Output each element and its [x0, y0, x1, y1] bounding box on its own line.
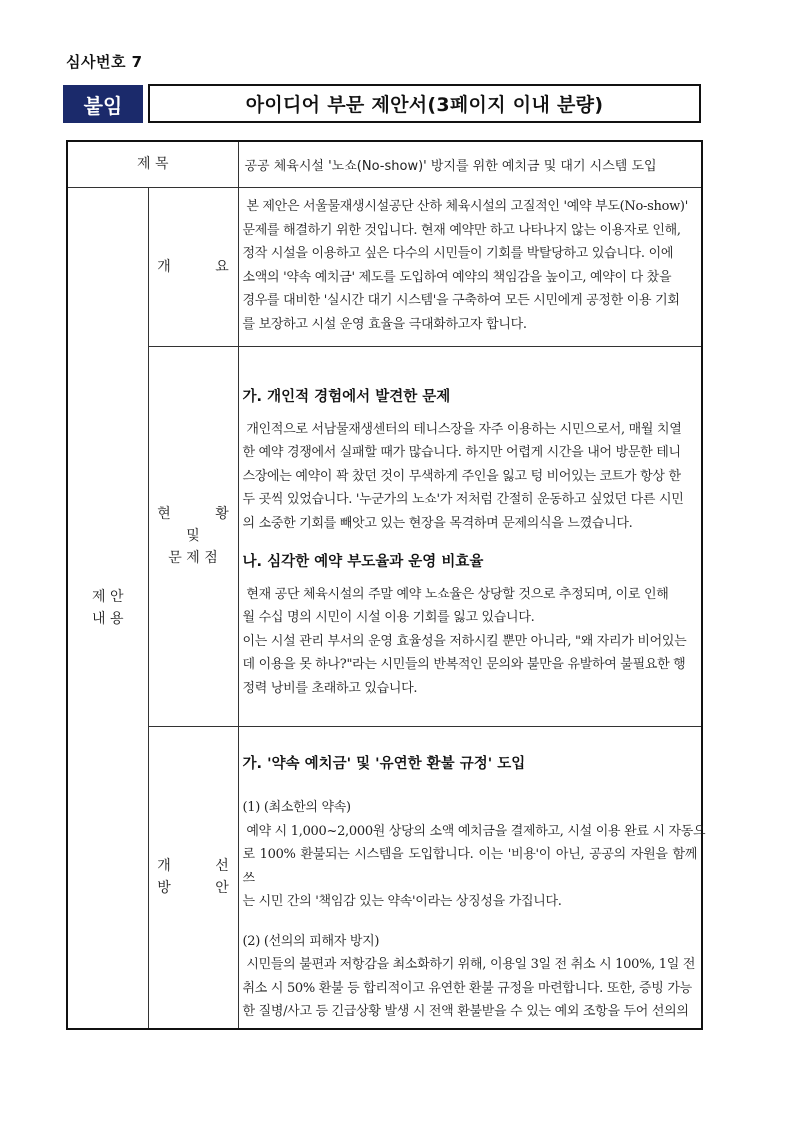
- content-label: [67, 187, 148, 1029]
- problems-label-line2: 및: [186, 528, 200, 544]
- improvement-item2-title: (2) (선의의 피해자 방지): [242, 933, 380, 949]
- problems-line: 두 곳씩 있었습니다. '누군가의 노쇼'가 저처럼 간절히 운동하고 싶었던 다른 시민: [242, 492, 684, 507]
- problems-heading-2: 나. 심각한 예약 부도율과 운영 비효율: [242, 554, 484, 570]
- improvement-label-line2: 방 안: [157, 880, 229, 896]
- improvement-line: 예약 시 1,000~2,000원 상당의 소액 예치금을 결제하고, 시설 이용 완료 시 자동으: [242, 823, 706, 839]
- problems-line: 데 이용을 못 하나?"라는 시민들의 반복적인 문의와 불만을 유발하여 불필요한 행: [242, 657, 686, 672]
- overview-line: 를 보장하고 시설 운영 효율을 극대화하고자 합니다.: [242, 316, 527, 332]
- content-label-line2: 내 용: [92, 610, 124, 627]
- overview-label: 개 요: [148, 187, 238, 346]
- problems-heading-1: 가. 개인적 경험에서 발견한 문제: [242, 389, 451, 405]
- improvement-line: 로 100% 환불되는 시스템을 도입합니다. 이는 '비용'이 아닌, 공공의 자원을 함께 쓰: [242, 847, 697, 886]
- problems-line: 한 예약 경쟁에서 실패할 때가 많습니다. 하지만 어렵게 시간을 내어 방문한 테니: [242, 445, 681, 460]
- improvement-label-line1: 개 선: [157, 858, 229, 874]
- improvement-body: [238, 726, 706, 1029]
- improvement-row: [67, 726, 702, 1029]
- attachment-badge: 붙임: [63, 85, 143, 123]
- improvement-line: 한 질병/사고 등 긴급상황 발생 시 전액 환불받을 수 있는 예외 조항을 두어 선의의: [242, 1004, 689, 1019]
- overview-row: [67, 187, 702, 346]
- problems-line: 현재 공단 체육시설의 주말 예약 노쇼율은 상당할 것으로 추정되며, 이로 인해: [242, 586, 669, 602]
- overview-line: 본 제안은 서울물재생시설공단 산하 체육시설의 고질적인 '예약 부도(No-show)': [242, 199, 688, 214]
- overview-body: [238, 187, 702, 346]
- problems-label: [148, 346, 238, 726]
- subject-value: 공공 체육시설 '노쇼(No-show)' 방지를 위한 예치금 및 대기 시스템 도입: [238, 141, 702, 187]
- overview-line: 문제를 해결하기 위한 것입니다. 현재 예약만 하고 나타나지 않는 이용자로 인해,: [242, 222, 681, 238]
- problems-row: [67, 346, 702, 726]
- problems-line: 개인적으로 서남물재생센터의 테니스장을 자주 이용하는 시민으로서, 매월 치열: [242, 421, 682, 437]
- subject-label: 제 목: [67, 141, 238, 187]
- problems-line: 정력 낭비를 초래하고 있습니다.: [242, 680, 418, 696]
- improvement-heading: 가. '약속 예치금' 및 '유연한 환불 규정' 도입: [242, 755, 526, 772]
- overview-line: 소액의 '약속 예치금' 제도를 도입하여 예약의 책임감을 높이고, 예약이 다 찼을: [242, 269, 672, 285]
- improvement-label: [148, 726, 238, 1029]
- document-title: 아이디어 부문 제안서(3페이지 이내 분량): [148, 84, 701, 123]
- problems-line: 스장에는 예약이 꽉 찼던 것이 무색하게 주인을 잃고 텅 비어있는 코트가 항상 한: [242, 468, 681, 484]
- improvement-line: 는 시민 간의 '책임감 있는 약속'이라는 상징성을 가집니다.: [242, 894, 562, 909]
- content-label-line1: 제 안: [92, 588, 124, 605]
- problems-line: 의 소중한 기회를 빼앗고 있는 현장을 목격하며 문제의식을 느꼈습니다.: [242, 515, 633, 531]
- overview-line: 경우를 대비한 '실시간 대기 시스템'을 구축하여 모든 시민에게 공정한 이용 기회: [242, 293, 680, 308]
- problems-line: 월 수십 명의 시민이 시설 이용 기회를 잃고 있습니다.: [242, 610, 535, 625]
- improvement-item1-title: (1) (최소한의 약속): [242, 800, 351, 815]
- problems-label-line1: 현 황: [157, 506, 229, 522]
- improvement-line: 시민들의 불편과 저항감을 최소화하기 위해, 이용일 3일 전 취소 시 100%, 1일 전: [242, 957, 696, 972]
- proposal-table: [66, 140, 706, 1030]
- overview-line: 정작 시설을 이용하고 싶은 다수의 시민들이 기회를 박탈당하고 있습니다. 이에: [242, 246, 674, 261]
- problems-line: 이는 시설 관리 부서의 운영 효율성을 저하시킬 뿐만 아니라, "왜 자리가 비어있는: [242, 633, 687, 649]
- review-number: 심사번호 7: [66, 53, 143, 71]
- problems-label-line3: 문 제 점: [168, 550, 218, 566]
- improvement-line: 취소 시 50% 환불 등 합리적이고 유연한 환불 규정을 마련합니다. 또한, 증빙 가능: [242, 980, 692, 996]
- subject-row: [67, 141, 702, 187]
- problems-body: [238, 346, 702, 726]
